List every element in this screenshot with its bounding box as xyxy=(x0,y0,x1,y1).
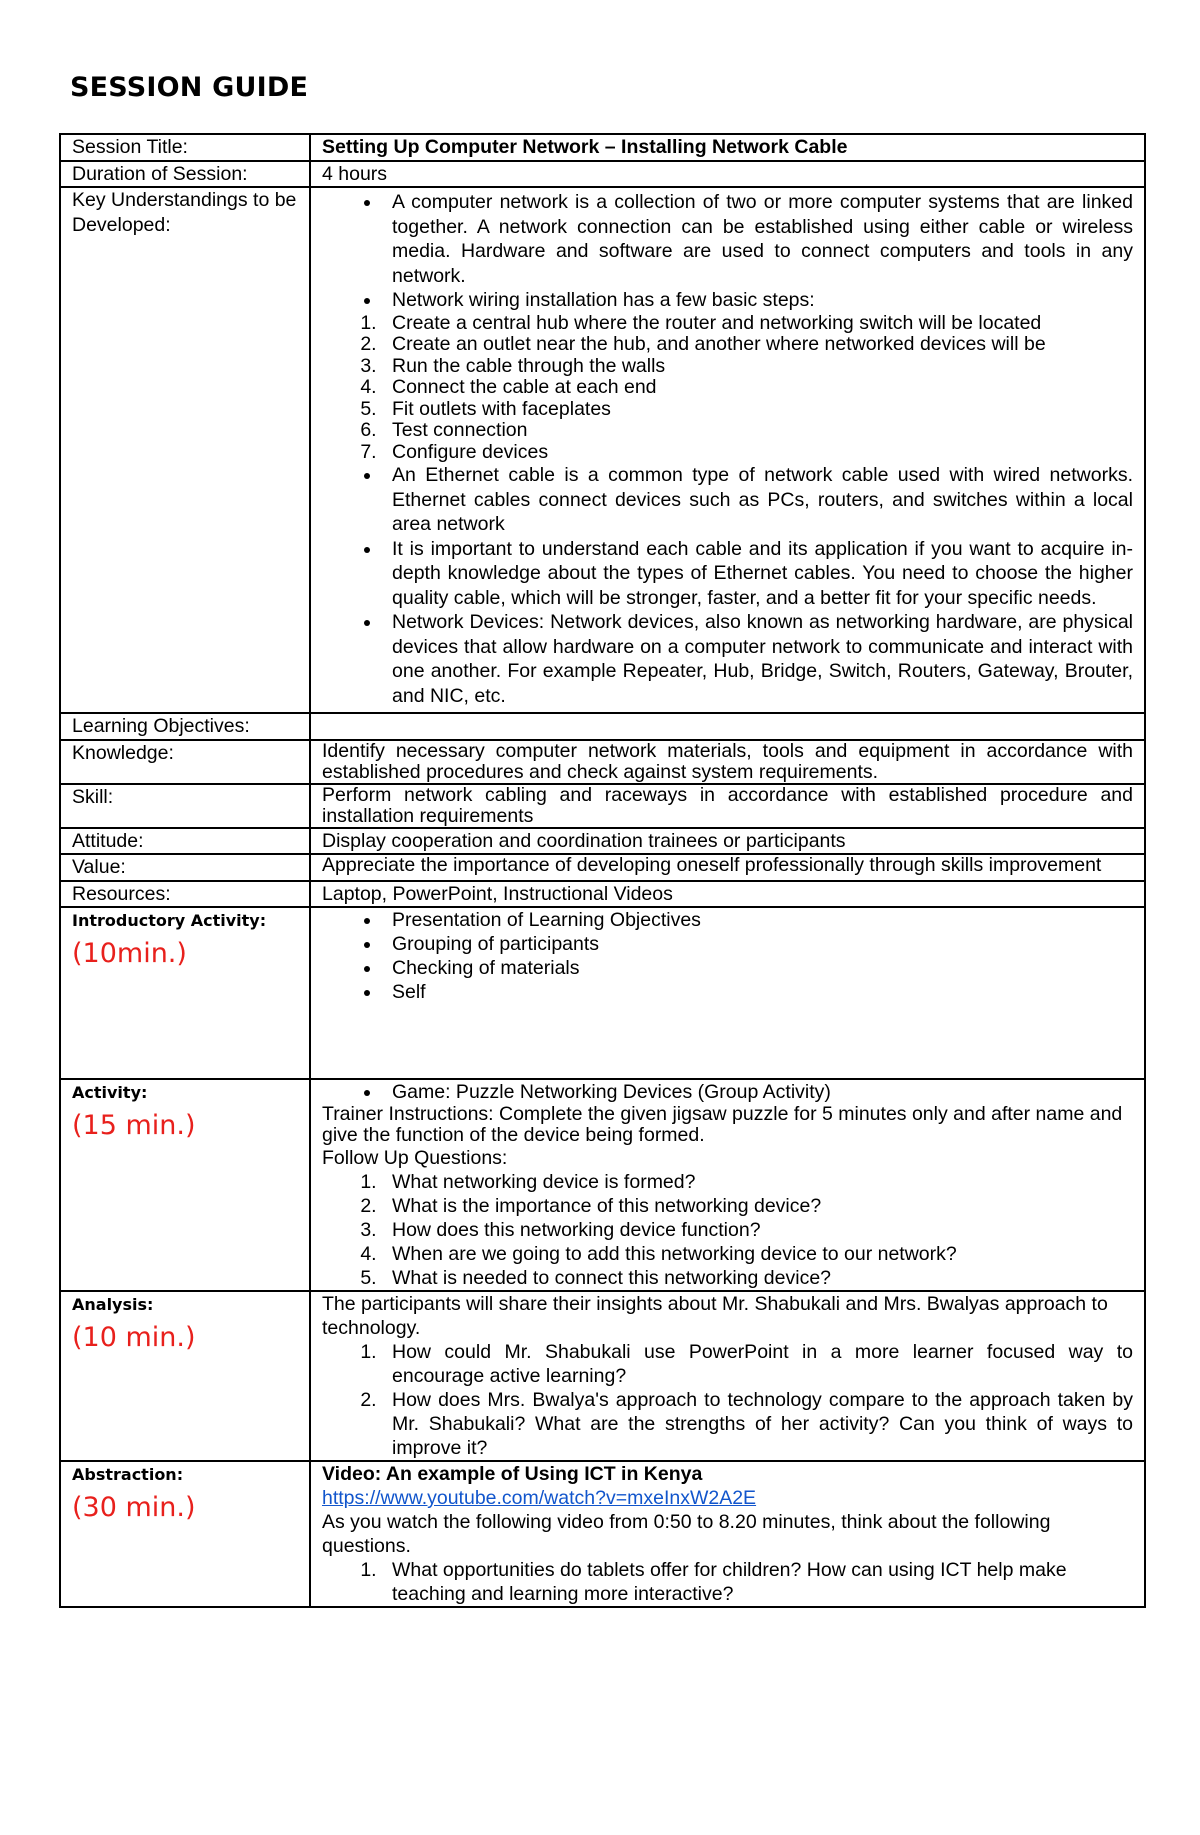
list-item: • Checking of materials xyxy=(382,956,1133,980)
list-item: • It is important to understand each cable and its application if you want to acquire in-depth knowledge about the types of Ethernet cables. You need to choose the higher quality cable, which will be stronger, faster, and a better fit for your specific needs. xyxy=(382,537,1133,611)
list-item: • Grouping of participants xyxy=(382,932,1133,956)
page-title: SESSION GUIDE xyxy=(70,72,309,103)
follow-up-label: Follow Up Questions: xyxy=(322,1147,508,1169)
table-row xyxy=(60,1079,1145,1291)
table-row xyxy=(60,187,1145,713)
table-row xyxy=(60,907,1145,1079)
key-understandings-content xyxy=(310,187,1145,713)
list-item: • Network Devices: Network devices, also known as networking hardware, are physical devices that allow hardware on a computer network to communicate and interact with one another. For example Repeater, Hub, Bridge, Switch, Routers, Gateway, Brouter, and NIC, etc. xyxy=(382,610,1133,708)
abstraction-questions xyxy=(322,1558,1133,1606)
abstraction-instructions: As you watch the following video from 0:50 to 8.20 minutes, think about the following questions. xyxy=(322,1511,1051,1557)
activity-minutes: (15 min.) xyxy=(72,1110,196,1141)
analysis-content xyxy=(310,1291,1145,1461)
abstraction-label-cell xyxy=(60,1461,310,1607)
list-item: 3. Run the cable through the walls xyxy=(382,356,1133,378)
table-row xyxy=(60,1461,1145,1607)
trainer-instructions: Trainer Instructions: Complete the given jigsaw puzzle for 5 minutes only and after name and give the function of the device being formed. xyxy=(322,1103,1123,1146)
introductory-content xyxy=(310,907,1145,1079)
resources-value: Laptop, PowerPoint, Instructional Videos xyxy=(310,881,1145,908)
key-understandings-label: Key Understandings to be Developed: xyxy=(60,187,310,713)
activity-label-cell xyxy=(60,1079,310,1291)
list-item: 2. What is the importance of this networking device? xyxy=(382,1194,1133,1218)
list-item: 1. How could Mr. Shabukali use PowerPoint in a more learner focused way to encourage active learning? xyxy=(382,1340,1133,1388)
introductory-label-cell xyxy=(60,907,310,1079)
bullet-list xyxy=(322,1080,1133,1104)
activity-label: Activity: xyxy=(72,1083,148,1102)
abstraction-label: Abstraction: xyxy=(72,1465,184,1484)
list-item: 1. What networking device is formed? xyxy=(382,1170,1133,1194)
skill-label: Skill: xyxy=(60,784,310,828)
analysis-label: Analysis: xyxy=(72,1295,154,1314)
session-title-value: Setting Up Computer Network – Installing Network Cable xyxy=(310,134,1145,161)
knowledge-label: Knowledge: xyxy=(60,740,310,784)
session-title-label: Session Title: xyxy=(60,134,310,161)
list-item: 3. How does this networking device function? xyxy=(382,1218,1133,1242)
table-row xyxy=(60,828,1145,855)
attitude-value: Display cooperation and coordination trainees or participants xyxy=(310,828,1145,855)
analysis-intro: The participants will share their insights about Mr. Shabukali and Mrs. Bwalyas approach to technology. xyxy=(322,1293,1108,1339)
video-link[interactable]: https://www.youtube.com/watch?v=mxeInxW2A2E xyxy=(322,1487,757,1509)
analysis-minutes: (10 min.) xyxy=(72,1322,196,1353)
list-item: 6. Test connection xyxy=(382,420,1133,442)
list-item: 2. How does Mrs. Bwalya's approach to technology compare to the approach taken by Mr. Shabukali? What are the strengths of her activity? Can you think of ways to improve it? xyxy=(382,1388,1133,1460)
resources-label: Resources: xyxy=(60,881,310,908)
table-row xyxy=(60,784,1145,828)
value-label: Value: xyxy=(60,854,310,881)
list-item: • Presentation of Learning Objectives xyxy=(382,908,1133,932)
table-row xyxy=(60,740,1145,784)
skill-value: Perform network cabling and raceways in accordance with established procedure and installation requirements xyxy=(310,784,1145,828)
introductory-minutes: (10min.) xyxy=(72,938,187,969)
list-item: • Self xyxy=(382,980,1133,1004)
bullet-list xyxy=(322,908,1133,1004)
list-item: 2. Create an outlet near the hub, and another where networked devices will be xyxy=(382,334,1133,356)
duration-label: Duration of Session: xyxy=(60,161,310,188)
list-item: 1. What opportunities do tablets offer for children? How can using ICT help make teaching and learning more interactive? xyxy=(382,1558,1133,1606)
analysis-label-cell xyxy=(60,1291,310,1461)
table-row xyxy=(60,1291,1145,1461)
value-value: Appreciate the importance of developing oneself professionally through skills improvement xyxy=(310,854,1145,881)
follow-up-questions xyxy=(322,1170,1133,1290)
table-row xyxy=(60,713,1145,740)
list-item: 5. What is needed to connect this networking device? xyxy=(382,1266,1133,1290)
session-guide-table xyxy=(59,133,1146,1608)
list-item: • A computer network is a collection of two or more computer systems that are linked together. A network connection can be established using either cable or wireless media. Hardware and software are used to connect computers and tools in any network. xyxy=(382,190,1133,288)
bullet-list xyxy=(322,190,1133,313)
table-row xyxy=(60,134,1145,161)
list-item: 4. When are we going to add this networking device to our network? xyxy=(382,1242,1133,1266)
list-item: 1. Create a central hub where the router and networking switch will be located xyxy=(382,313,1133,335)
table-row xyxy=(60,854,1145,881)
list-item: • Network wiring installation has a few basic steps: xyxy=(382,288,1133,313)
attitude-label: Attitude: xyxy=(60,828,310,855)
introductory-label: Introductory Activity: xyxy=(72,911,267,930)
installation-steps-list xyxy=(322,313,1133,464)
list-item: 7. Configure devices xyxy=(382,442,1133,464)
activity-content xyxy=(310,1079,1145,1291)
table-row xyxy=(60,161,1145,188)
bullet-list xyxy=(322,463,1133,708)
table-row xyxy=(60,881,1145,908)
list-item: • Game: Puzzle Networking Devices (Group Activity) xyxy=(382,1080,1133,1104)
video-title: Video: An example of Using ICT in Kenya xyxy=(322,1463,703,1485)
list-item: 5. Fit outlets with faceplates xyxy=(382,399,1133,421)
abstraction-minutes: (30 min.) xyxy=(72,1492,196,1523)
abstraction-content xyxy=(310,1461,1145,1607)
duration-value: 4 hours xyxy=(310,161,1145,188)
list-item: 4. Connect the cable at each end xyxy=(382,377,1133,399)
learning-objectives-label: Learning Objectives: xyxy=(60,713,310,740)
empty-cell xyxy=(310,713,1145,740)
analysis-questions xyxy=(322,1340,1133,1460)
knowledge-value: Identify necessary computer network materials, tools and equipment in accordance with established procedures and check against system requirements. xyxy=(310,740,1145,784)
list-item: • An Ethernet cable is a common type of network cable used with wired networks. Ethernet cables connect devices such as PCs, routers, and switches within a local area network xyxy=(382,463,1133,537)
